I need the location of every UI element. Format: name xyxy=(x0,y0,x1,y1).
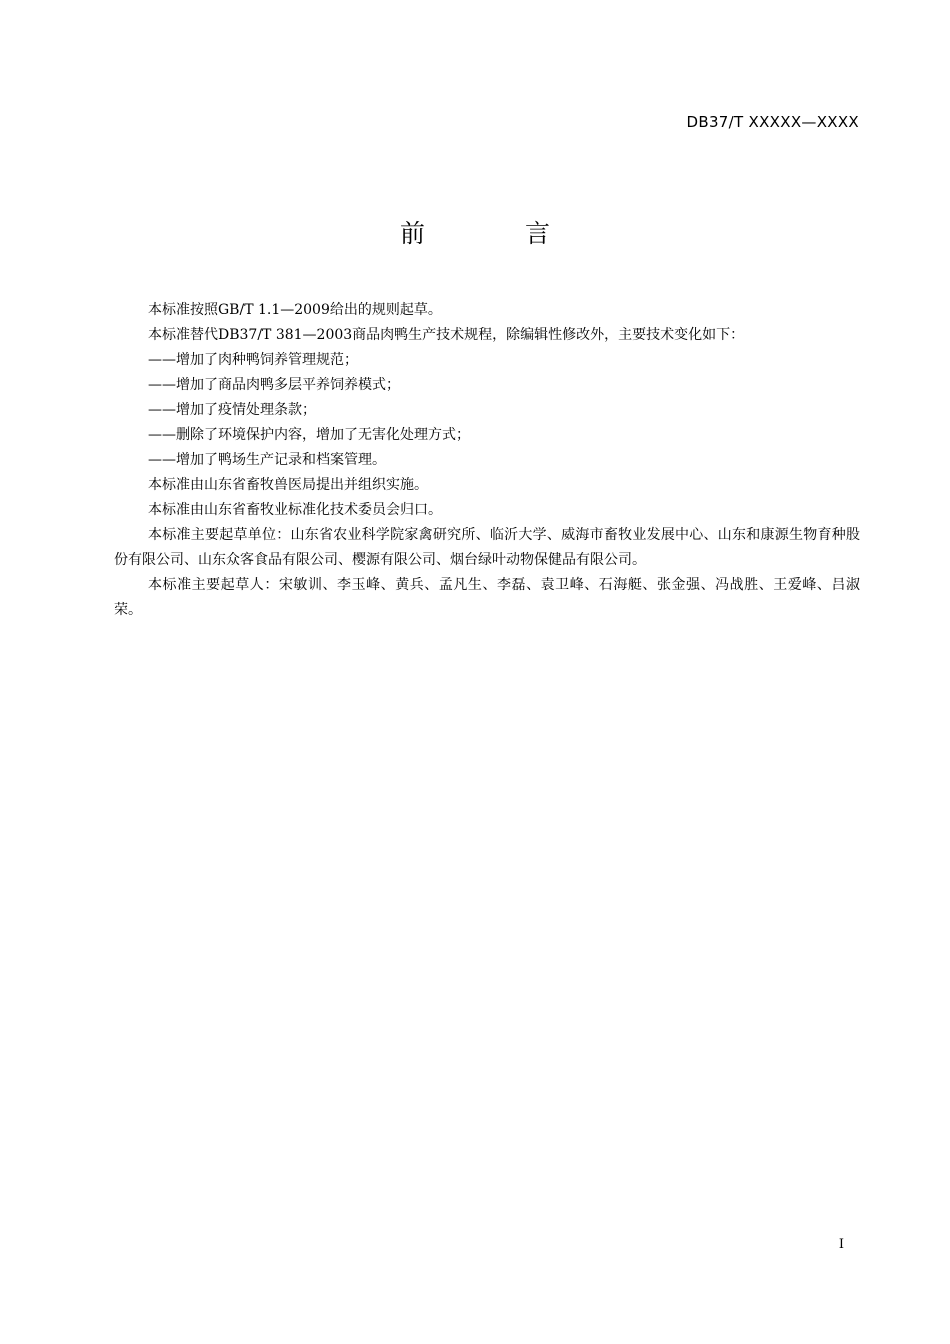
paragraph-replacement: 本标准替代DB37/T 381—2003商品肉鸭生产技术规程，除编辑性修改外，主要技术变化如下： xyxy=(148,327,745,343)
foreword-body xyxy=(114,298,860,623)
change-item: ——删除了环境保护内容，增加了无害化处理方式； xyxy=(148,427,470,443)
paragraph-drafting-rules: 本标准按照GB/T 1.1—2009给出的规则起草。 xyxy=(148,302,442,318)
page-title: 前 言 xyxy=(400,219,596,248)
change-item: ——增加了鸭场生产记录和档案管理。 xyxy=(148,452,386,468)
page-number: I xyxy=(838,1237,844,1252)
paragraph-drafting-units: 本标准主要起草单位：山东省农业科学院家禽研究所、临沂大学、威海市畜牧业发展中心、山东和康源生物育种股份有限公司、山东众客食品有限公司、樱源有限公司、烟台绿叶动物保健品有限公司。 xyxy=(114,527,860,568)
paragraph-committee: 本标准由山东省畜牧业标准化技术委员会归口。 xyxy=(148,502,442,518)
paragraph-drafters: 本标准主要起草人：宋敏训、李玉峰、黄兵、孟凡生、李磊、袁卫峰、石海艇、张金强、冯战胜、王爱峰、吕淑荣。 xyxy=(114,577,860,618)
change-item: ——增加了商品肉鸭多层平养饲养模式； xyxy=(148,377,400,393)
paragraph-proposer: 本标准由山东省畜牧兽医局提出并组织实施。 xyxy=(148,477,428,493)
change-item: ——增加了疫情处理条款； xyxy=(148,402,316,418)
change-item: ——增加了肉种鸭饲养管理规范； xyxy=(148,352,358,368)
document-code: DB37/T XXXXX—XXXX xyxy=(686,113,859,131)
